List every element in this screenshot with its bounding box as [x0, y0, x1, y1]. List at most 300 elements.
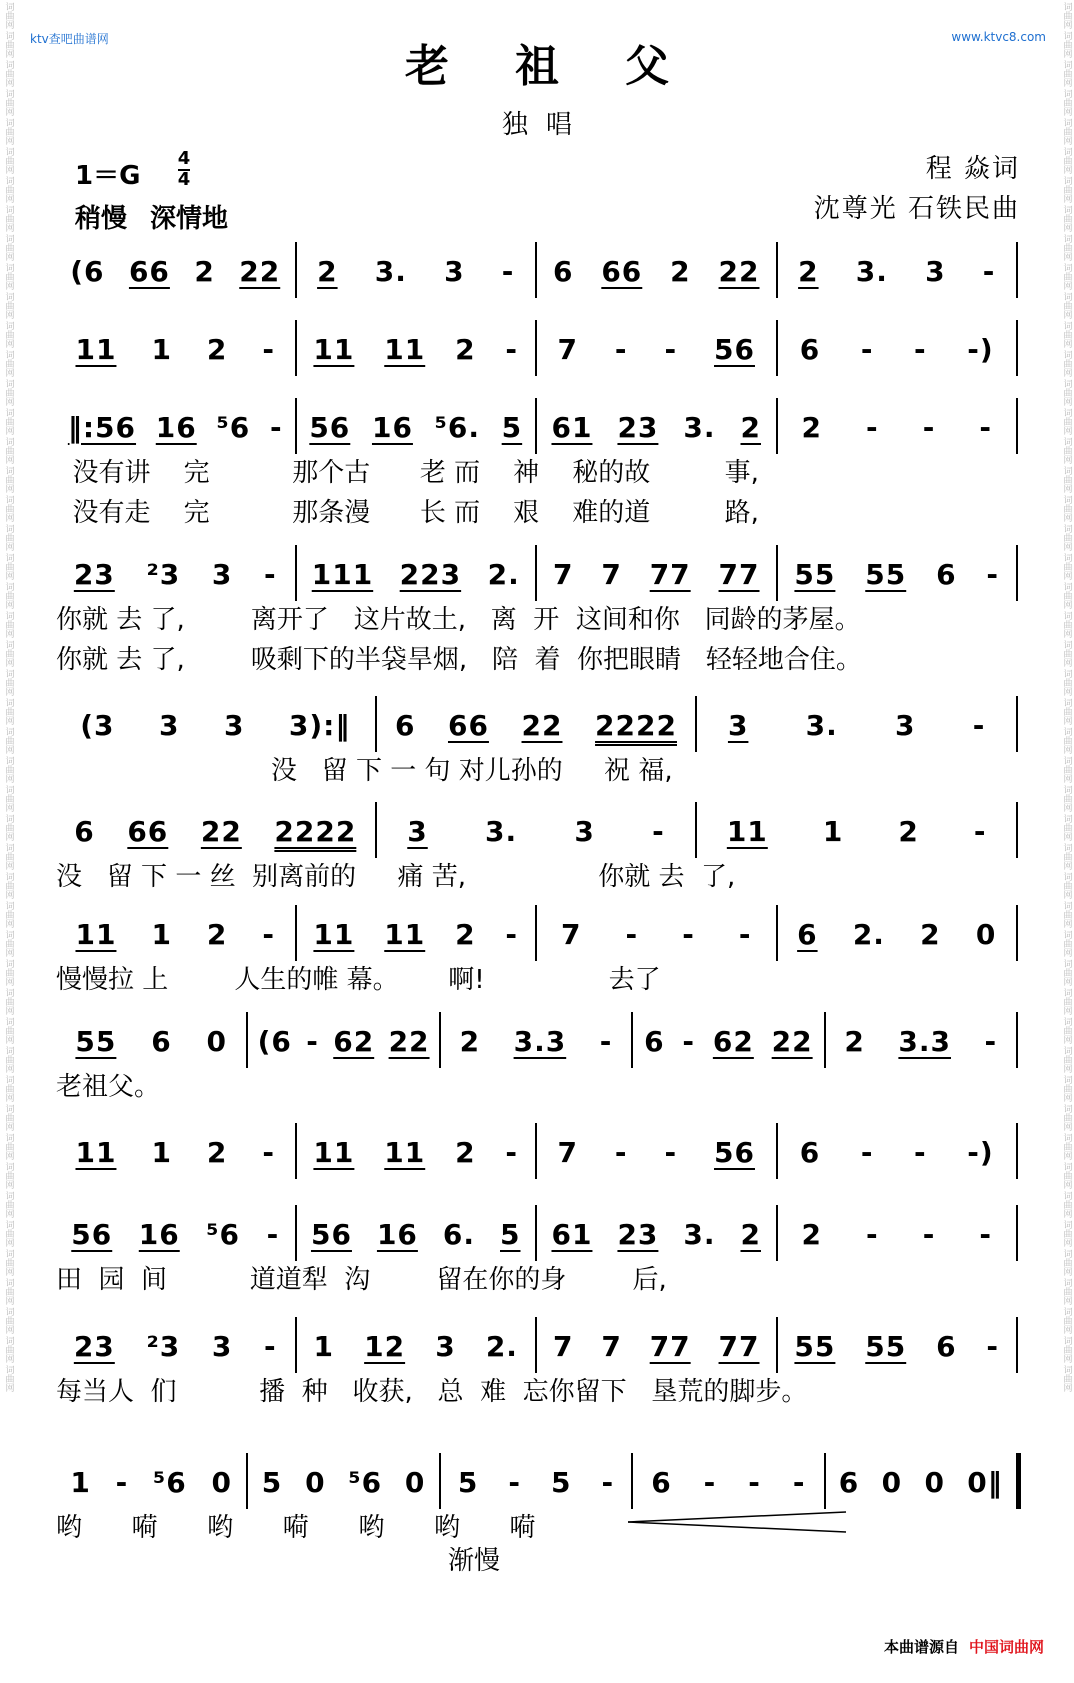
right-watermark-strip	[1058, 0, 1074, 1683]
side-watermark-text: 词曲网	[3, 524, 14, 551]
side-watermark-text: 词曲网	[1061, 321, 1072, 348]
tempo-marking: 稍慢 深情地	[75, 204, 229, 234]
measure	[379, 812, 694, 852]
lyric-line: 没有走 完 那条漫 长 而 艰 难的道 路,	[56, 498, 759, 528]
note: 3.3	[513, 1025, 567, 1058]
side-watermark-text: 词曲网	[3, 350, 14, 377]
note: 2	[206, 918, 228, 951]
note: 5	[550, 1466, 572, 1499]
side-watermark-text: 词曲网	[3, 1336, 14, 1363]
note: 5	[457, 1466, 479, 1499]
side-watermark-text: 词曲网	[1061, 466, 1072, 493]
note: 55	[865, 558, 907, 591]
note: 62	[712, 1025, 754, 1058]
note: -	[792, 1466, 806, 1499]
side-watermark-text: 词曲网	[1061, 495, 1072, 522]
lyric-line: 哟 嗬 哟 嗬 哟 哟 嗬	[56, 1513, 536, 1543]
side-watermark-text: 词曲网	[1061, 1046, 1072, 1073]
watermark-top-right: www.ktvc8.com	[951, 30, 1046, 44]
note: -	[914, 1136, 927, 1169]
side-watermark-text: 词曲网	[1061, 89, 1072, 116]
composer-credit: 沈尊光 石铁民曲	[813, 194, 1020, 224]
barline	[776, 242, 778, 298]
score-system	[58, 330, 1020, 370]
note: 2	[455, 918, 476, 951]
note: -	[505, 918, 519, 951]
note: 16	[371, 411, 413, 444]
side-watermark-text: 词曲网	[3, 1075, 14, 1102]
note: 6	[799, 333, 821, 366]
note: -	[115, 1466, 129, 1499]
barline	[1016, 802, 1018, 858]
barline	[535, 320, 537, 376]
note: -	[703, 1466, 717, 1499]
side-watermark-text: 词曲网	[1061, 756, 1072, 783]
side-watermark-text: 词曲网	[1061, 205, 1072, 232]
note: -	[922, 1218, 936, 1251]
note: -	[972, 709, 986, 742]
side-watermark-text: 词曲网	[3, 698, 14, 725]
note: -	[614, 1136, 628, 1169]
side-watermark-text: 词曲网	[3, 1017, 14, 1044]
barline	[295, 1317, 297, 1373]
measure	[539, 1327, 774, 1367]
note: -	[599, 1025, 613, 1058]
note: 0‖	[967, 1466, 1003, 1499]
barline	[246, 1453, 248, 1509]
barline	[776, 1205, 778, 1261]
note: 2.	[487, 558, 520, 591]
note: -	[866, 1218, 879, 1251]
ritardando-marking: 渐慢	[448, 1546, 501, 1576]
note: 22	[771, 1025, 813, 1058]
side-watermark-text: 词曲网	[1061, 727, 1072, 754]
note: -	[264, 558, 277, 591]
note: 7	[561, 918, 582, 951]
side-watermark-text: 词曲网	[1061, 988, 1072, 1015]
lyric-line: 每当人 们 播 种 收获, 总 难 忘你留下 垦荒的脚步。	[56, 1377, 808, 1407]
side-watermark-text: 词曲网	[1061, 582, 1072, 609]
barline	[1016, 398, 1018, 454]
measure	[299, 1215, 534, 1255]
note: 111	[311, 558, 374, 591]
barline	[295, 905, 297, 961]
note: -)	[967, 333, 994, 366]
side-watermark-text: 词曲网	[1061, 350, 1072, 377]
note: 2	[459, 1025, 481, 1058]
note: -	[505, 1136, 519, 1169]
side-watermark-text: 词曲网	[3, 669, 14, 696]
side-watermark-text: 词曲网	[1061, 292, 1072, 319]
note: 22	[718, 255, 760, 288]
side-watermark-text: 词曲网	[1061, 2, 1072, 29]
note: 3.	[855, 255, 888, 288]
note: 3	[211, 1330, 233, 1363]
note: 16	[376, 1218, 418, 1251]
note: -	[508, 1466, 521, 1499]
barline	[824, 1453, 826, 1509]
side-watermark-text: 词曲网	[1061, 1191, 1072, 1218]
note: 5	[261, 1466, 283, 1499]
decrescendo-hairpin	[628, 1510, 848, 1534]
lyric-line: 你就 去 了, 离开了 这片故土, 离 开 这间和你 同龄的茅屋。	[56, 605, 861, 635]
note: 6	[151, 1025, 172, 1058]
note: 3	[727, 709, 749, 742]
note: 22	[239, 255, 281, 288]
side-watermark-text: 词曲网	[1061, 640, 1072, 667]
note: 3.	[374, 255, 407, 288]
side-watermark-text: 词曲网	[1061, 959, 1072, 986]
note: 62	[333, 1025, 375, 1058]
measure	[58, 330, 293, 370]
note: 6	[936, 558, 957, 591]
note: ⁵6	[216, 411, 251, 444]
note: -	[664, 333, 678, 366]
barline	[375, 802, 377, 858]
note: 66	[447, 709, 489, 742]
note: 56	[714, 1136, 755, 1169]
note: 2	[801, 1218, 822, 1251]
time-signature	[175, 150, 193, 189]
note: 3	[223, 709, 245, 742]
note: -	[866, 411, 879, 444]
lyric-line: 没 留 下 一 丝 别离前的 痛 苦, 你就 去 了,	[56, 862, 736, 892]
barline	[1016, 545, 1018, 601]
side-watermark-text: 词曲网	[1061, 263, 1072, 290]
score-system	[58, 408, 1020, 448]
note: -	[262, 918, 275, 951]
note: 7	[557, 1136, 578, 1169]
note: -	[501, 255, 515, 288]
measure	[379, 706, 694, 746]
note: ⁵6	[348, 1466, 383, 1499]
side-watermark-text: 词曲网	[1061, 524, 1072, 551]
measure	[299, 408, 534, 448]
barline	[1016, 1317, 1018, 1373]
barline	[695, 802, 697, 858]
barline	[1016, 242, 1018, 298]
side-watermark-text: 词曲网	[3, 930, 14, 957]
note: 6	[838, 1466, 860, 1499]
lyric-line: 你就 去 了, 吸剩下的半袋旱烟, 陪 着 你把眼睛 轻轻地合住。	[56, 645, 862, 675]
side-watermark-text: 词曲网	[3, 495, 14, 522]
note: 61	[551, 1218, 593, 1251]
barline	[776, 545, 778, 601]
note: 1	[151, 333, 172, 366]
note: -	[973, 815, 987, 848]
side-watermark-text: 词曲网	[3, 1162, 14, 1189]
barline	[631, 1012, 633, 1068]
note: -	[922, 411, 936, 444]
note: 11	[384, 333, 426, 366]
side-watermark-text: 词曲网	[1061, 31, 1072, 58]
measure	[250, 1463, 436, 1503]
side-watermark-text: 词曲网	[3, 408, 14, 435]
note: ⁵6	[152, 1466, 187, 1499]
side-watermark-text: 词曲网	[3, 1046, 14, 1073]
note: (6	[70, 255, 105, 288]
barline	[1016, 320, 1018, 376]
note: 3	[211, 558, 233, 591]
measure	[299, 252, 534, 292]
barline	[776, 320, 778, 376]
note: -	[748, 1466, 761, 1499]
side-watermark-text: 词曲网	[1061, 379, 1072, 406]
measure	[58, 812, 373, 852]
note: 77	[718, 558, 760, 591]
side-watermark-text: 词曲网	[1061, 1133, 1072, 1160]
side-watermark-text: 词曲网	[3, 901, 14, 928]
side-watermark-text: 词曲网	[3, 582, 14, 609]
note: ²3	[146, 1330, 181, 1363]
note: 23	[617, 411, 659, 444]
note: 2	[844, 1025, 865, 1058]
side-watermark-text: 词曲网	[1061, 1220, 1072, 1247]
measure	[780, 555, 1015, 595]
side-watermark-text: 词曲网	[1061, 1278, 1072, 1305]
side-watermark-text: 词曲网	[1061, 1162, 1072, 1189]
footer-source-label: 本曲谱源自	[883, 1638, 959, 1656]
footer-source	[884, 1636, 1044, 1657]
note: 3	[925, 255, 946, 288]
note: 22	[521, 709, 563, 742]
note: 11	[313, 333, 355, 366]
note: 2	[898, 815, 919, 848]
side-watermark-text: 词曲网	[1061, 611, 1072, 638]
note: 3.	[805, 709, 838, 742]
note: 11	[75, 918, 117, 951]
measure	[539, 1133, 774, 1173]
barline	[295, 398, 297, 454]
note: 66	[127, 815, 169, 848]
footer-site-name: 中国词曲网	[968, 1638, 1044, 1656]
measure	[299, 1327, 534, 1367]
note: 22	[200, 815, 242, 848]
note: 61	[551, 411, 593, 444]
measure	[539, 408, 774, 448]
note: 56	[309, 411, 351, 444]
side-watermark-text: 词曲网	[3, 611, 14, 638]
side-watermark-text: 词曲网	[3, 959, 14, 986]
note: 0	[211, 1466, 232, 1499]
side-watermark-text: 词曲网	[3, 872, 14, 899]
barline	[1016, 1012, 1018, 1068]
side-watermark-text: 词曲网	[3, 234, 14, 261]
time-numerator: 4	[177, 148, 191, 169]
barline	[776, 1123, 778, 1179]
barline	[695, 696, 697, 752]
measure	[443, 1022, 629, 1062]
measure	[635, 1463, 821, 1503]
measure	[443, 1463, 629, 1503]
side-watermark-text: 词曲网	[1061, 1075, 1072, 1102]
side-watermark-text: 词曲网	[3, 1249, 14, 1276]
measure	[58, 915, 293, 955]
left-watermark-strip	[0, 0, 16, 1683]
measure	[58, 1215, 293, 1255]
watermark-top-left: ktv查吧曲谱网	[30, 32, 109, 46]
note: 3	[407, 815, 428, 848]
note: -	[601, 1466, 615, 1499]
side-watermark-text: 词曲网	[1061, 1365, 1072, 1392]
note: 22	[388, 1025, 430, 1058]
side-watermark-text: 词曲网	[1061, 553, 1072, 580]
score-system	[58, 555, 1020, 595]
measure	[58, 408, 293, 448]
note: -	[986, 1330, 1000, 1363]
measure	[58, 555, 293, 595]
barline	[295, 1123, 297, 1179]
side-watermark-text: 词曲网	[1061, 669, 1072, 696]
note: 56	[71, 1218, 113, 1251]
lyric-line: 没有讲 完 那个古 老 而 神 秘的故 事,	[56, 458, 759, 488]
side-watermark-text: 词曲网	[3, 176, 14, 203]
note: 2	[670, 255, 691, 288]
note: 66	[601, 255, 643, 288]
note: -	[914, 333, 927, 366]
note: 2	[740, 1218, 761, 1251]
measure	[539, 555, 774, 595]
note: 2	[206, 1136, 228, 1169]
measure	[58, 252, 293, 292]
lyric-line: 没 留 下 一 句 对儿孙的 祝 福,	[56, 756, 673, 786]
note: -	[264, 1330, 277, 1363]
side-watermark-text: 词曲网	[1061, 176, 1072, 203]
side-watermark-text: 词曲网	[3, 60, 14, 87]
measure	[539, 915, 774, 955]
side-watermark-text: 词曲网	[3, 292, 14, 319]
note: 2	[740, 411, 761, 444]
measure	[58, 706, 373, 746]
barline	[535, 545, 537, 601]
score-system	[58, 252, 1020, 292]
note: 2222	[595, 709, 677, 742]
note: 23	[73, 558, 115, 591]
side-watermark-text: 词曲网	[3, 1104, 14, 1131]
note: 11	[75, 1136, 117, 1169]
side-watermark-text: 词曲网	[3, 31, 14, 58]
side-watermark-text: 词曲网	[3, 1365, 14, 1392]
side-watermark-text: 词曲网	[1061, 60, 1072, 87]
side-watermark-text: 词曲网	[1061, 814, 1072, 841]
note: -	[984, 1025, 998, 1058]
note: 6	[74, 815, 95, 848]
song-title: 老祖父	[405, 41, 735, 92]
note: 11	[384, 918, 426, 951]
note: 1	[313, 1330, 335, 1363]
measure	[299, 555, 534, 595]
note: 1	[151, 918, 172, 951]
note: 16	[155, 411, 197, 444]
note: 2	[455, 1136, 476, 1169]
side-watermark-text: 词曲网	[3, 843, 14, 870]
note: 3	[574, 815, 595, 848]
note: 2	[317, 255, 338, 288]
measure	[539, 252, 774, 292]
barline	[535, 905, 537, 961]
note: ⁵6	[206, 1218, 241, 1251]
measure	[780, 408, 1015, 448]
measure	[780, 330, 1015, 370]
note: 7	[552, 558, 574, 591]
note: -	[860, 333, 874, 366]
note: 3.	[683, 411, 716, 444]
note: 1	[70, 1466, 91, 1499]
note: 2	[798, 255, 819, 288]
side-watermark-text: 词曲网	[1061, 1017, 1072, 1044]
barline	[1016, 696, 1018, 752]
side-watermark-text: 词曲网	[3, 205, 14, 232]
note: 3	[444, 255, 465, 288]
side-watermark-text: 词曲网	[1061, 930, 1072, 957]
note: 77	[649, 1330, 691, 1363]
note: -	[652, 815, 665, 848]
barline	[776, 1317, 778, 1373]
measure	[780, 252, 1015, 292]
side-watermark-text: 词曲网	[3, 1220, 14, 1247]
note: 23	[73, 1330, 115, 1363]
note: 6	[552, 255, 574, 288]
note: 3.	[683, 1218, 716, 1251]
note: 6	[936, 1330, 957, 1363]
note: 12	[364, 1330, 406, 1363]
side-watermark-text: 词曲网	[1061, 872, 1072, 899]
side-watermark-text: 词曲网	[3, 118, 14, 145]
note: 5	[500, 1218, 521, 1251]
note: 6	[797, 918, 818, 951]
note: 55	[794, 1330, 836, 1363]
note: -	[262, 333, 275, 366]
barline	[246, 1012, 248, 1068]
note: 0	[404, 1466, 426, 1499]
note: ⁵6.	[434, 411, 480, 444]
lyricist-credit: 程 焱词	[925, 154, 1020, 184]
side-watermark-text: 词曲网	[1061, 234, 1072, 261]
side-watermark-text: 词曲网	[3, 147, 14, 174]
side-watermark-text: 词曲网	[3, 89, 14, 116]
side-watermark-text: 词曲网	[3, 1133, 14, 1160]
side-watermark-text: 词曲网	[1061, 698, 1072, 725]
side-watermark-text: 词曲网	[3, 437, 14, 464]
note: -	[269, 411, 283, 444]
barline	[1016, 1453, 1021, 1509]
note: 0	[924, 1466, 945, 1499]
barline	[631, 1453, 633, 1509]
score-system	[58, 1215, 1020, 1255]
note: 77	[649, 558, 691, 591]
note: -)	[967, 1136, 994, 1169]
measure	[58, 1133, 293, 1173]
measure	[58, 1463, 244, 1503]
note: 55	[865, 1330, 907, 1363]
key-signature: 1＝G	[75, 161, 141, 191]
measure	[780, 915, 1015, 955]
side-watermark-text: 词曲网	[3, 814, 14, 841]
score-system	[58, 812, 1020, 852]
side-watermark-text: 词曲网	[3, 553, 14, 580]
measure	[699, 812, 1014, 852]
note: (3	[80, 709, 115, 742]
barline	[1016, 1123, 1018, 1179]
note: 0	[881, 1466, 903, 1499]
barline	[439, 1453, 441, 1509]
note: 223	[399, 558, 462, 591]
note: 2	[920, 918, 941, 951]
note: 2	[801, 411, 822, 444]
side-watermark-text: 词曲网	[1061, 901, 1072, 928]
measure	[635, 1022, 821, 1062]
note: 3):‖	[288, 709, 351, 742]
